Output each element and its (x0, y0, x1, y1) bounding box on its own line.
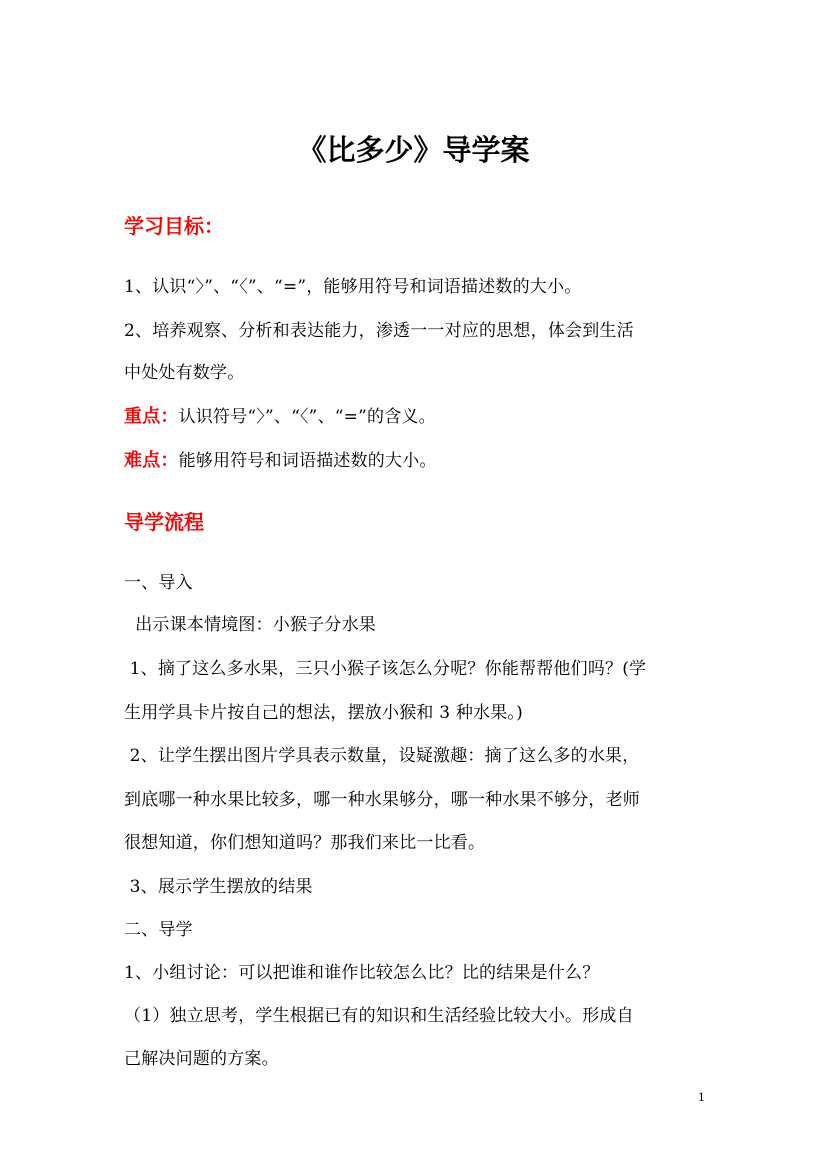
process-line: 2、让学生摆出图片学具表示数量，设疑激趣：摘了这么多的水果， (124, 746, 640, 766)
difficulty-text: 能够用符号和词语描述数的大小。 (178, 451, 437, 471)
process-line: 己解决问题的方案。 (124, 1049, 279, 1069)
process-line: 出示课本情境图：小猴子分水果 (124, 615, 377, 635)
difficulty-label: 难点： (124, 450, 179, 471)
key-point (124, 402, 708, 428)
process-line: 生用学具卡片按自己的想法，摆放小猴和 3 种水果。) (124, 703, 523, 723)
process-line: 1、摘了这么多水果，三只小猴子该怎么分呢？你能帮帮他们吗？(学 (124, 659, 647, 679)
process-line: （1）独立思考，学生根据已有的知识和生活经验比较大小。形成自 (124, 1006, 634, 1026)
objectives-heading: 学习目标： (124, 214, 224, 238)
objective-line-3: 中处处有数学。 (124, 363, 245, 383)
process-line: 二、导学 (124, 920, 193, 940)
process-heading: 导学流程 (124, 510, 204, 534)
key-point-label: 重点： (124, 406, 179, 427)
key-point-text: 认识符号“〉”、“〈”、“=”的含义。 (178, 407, 436, 427)
objective-line-2: 2、培养观察、分析和表达能力，渗透一一对应的思想，体会到生活 (124, 321, 634, 341)
page-number: 1 (698, 1091, 705, 1104)
process-line: 1、小组讨论：可以把谁和谁作比较怎么比？比的结果是什么？ (124, 963, 600, 983)
difficulty (124, 446, 708, 472)
page-title: 《比多少》导学案 (297, 133, 530, 167)
objective-line-1: 1、认识“〉”、“〈”、“=”，能够用符号和词语描述数的大小。 (124, 277, 582, 297)
process-line: 到底哪一种水果比较多，哪一种水果够分，哪一种水果不够分，老师 (124, 790, 640, 810)
process-line: 一、导入 (124, 573, 193, 593)
process-line: 3、展示学生摆放的结果 (124, 877, 313, 897)
process-line: 很想知道，你们想知道吗？那我们来比一比看。 (124, 833, 486, 853)
